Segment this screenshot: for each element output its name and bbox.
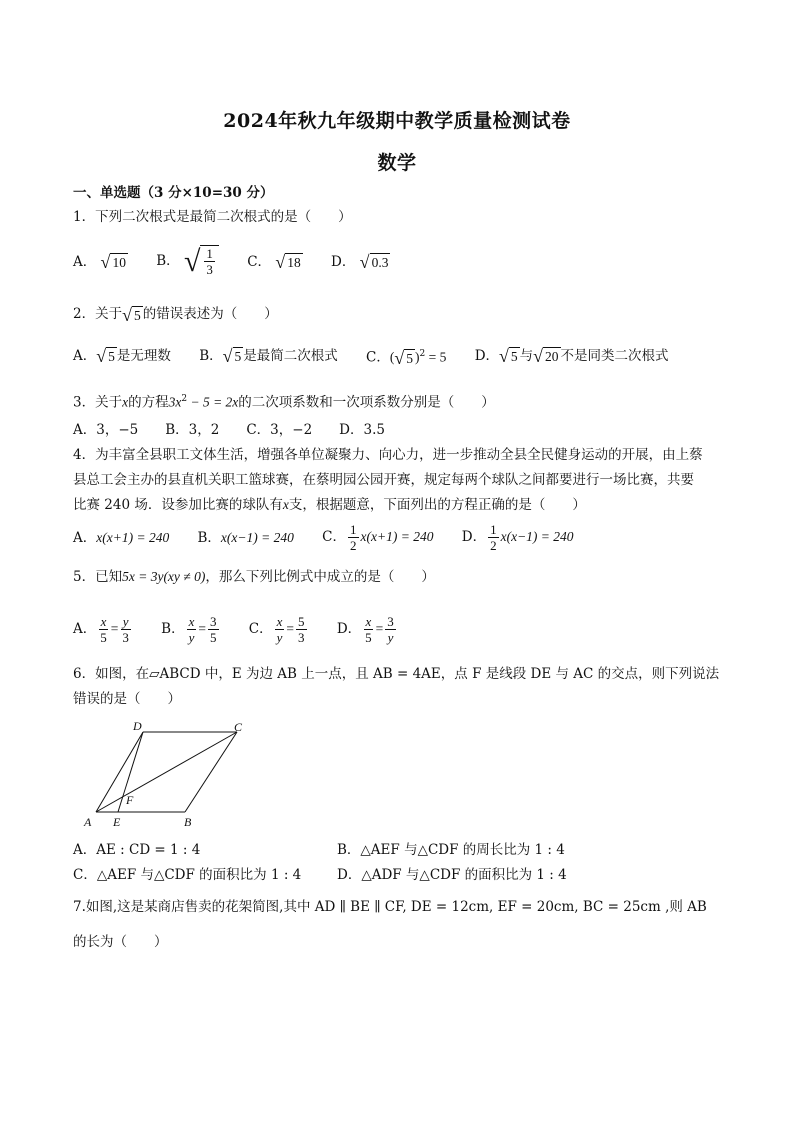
option-text: 不是同类二次根式 (560, 347, 669, 364)
fraction (296, 614, 307, 645)
option-label: D． (336, 620, 362, 637)
equation: 3x (168, 394, 182, 410)
label-f: F (126, 793, 134, 807)
sqrt-expression: √ 5 (96, 346, 115, 367)
q1-option-c (247, 245, 303, 279)
q4-option-d (462, 522, 574, 553)
numerator: 5 (298, 613, 305, 629)
denominator: 5 (100, 629, 107, 645)
fraction (204, 246, 215, 277)
denominator: 3 (122, 629, 129, 645)
option-text: 与 (519, 347, 534, 364)
option-text: 是无理数 (116, 347, 171, 364)
q6-option-b: B．△AEF 与△CDF 的周长比为 1 : 4 (337, 842, 565, 858)
numerator: 1 (206, 245, 213, 261)
option-label: B． (197, 529, 221, 546)
label-e: E (113, 815, 121, 829)
q6-option-c: C．△AEF 与△CDF 的面积比为 1 : 4 (73, 867, 302, 883)
option-label: C． (322, 529, 347, 545)
sqrt-expression: √ 10 (100, 252, 126, 272)
option-label: B． (156, 253, 180, 270)
option-label: D． (331, 253, 356, 270)
denominator: 5 (210, 629, 217, 645)
equals-sign: = (286, 620, 295, 636)
fraction (488, 522, 499, 553)
q2-option-c (366, 344, 446, 368)
equation: 5x = 3y(xy ≠ 0) (122, 569, 206, 584)
numerator: x (188, 613, 195, 629)
option-label: D． (461, 529, 487, 545)
option-label: C． (366, 349, 390, 366)
option-label: C． (247, 253, 272, 270)
q4-line1: 4．为丰富全县职工文体生活，增强各单位凝聚力、向心力，进一步推动全县全民健身运动的开展，由上蔡 (73, 447, 703, 463)
q4-option-c (322, 522, 433, 553)
equation: x(x+1) = 240 (360, 529, 434, 544)
q4-line2: 县总工会主办的县直机关职工篮球赛，在蔡明园公园开赛，规定每两个球队之间都要进行一场比赛，共要 (73, 472, 694, 488)
q7-line2: 的长为（ ） (73, 934, 168, 950)
option-label: A． (73, 620, 97, 637)
option-text: = 5 (425, 349, 447, 365)
radicand: 5 (133, 307, 141, 323)
sqrt-expression: √ 0.3 (359, 252, 389, 272)
equation: x(x−1) = 240 (500, 529, 574, 544)
paren: ( (389, 349, 395, 365)
fraction (275, 614, 285, 645)
paren: ) (415, 349, 420, 365)
denominator: 2 (350, 538, 357, 553)
equals-sign: = (375, 620, 384, 636)
fraction (348, 522, 359, 553)
q4-options (73, 522, 598, 553)
stem-text: 的二次项系数和一次项系数分别是（ ） (238, 394, 495, 411)
fraction (385, 614, 396, 645)
q1-stem: 1．下列二次根式是最简二次根式的是（ ） (73, 209, 352, 225)
option-label: B． (161, 620, 185, 637)
label-c: C (234, 720, 243, 734)
equals-sign: = (110, 620, 119, 636)
parallelogram-diagram (73, 718, 253, 830)
option-label: A． (73, 529, 97, 546)
option-label: D． (474, 347, 500, 364)
radicand: 5 (406, 351, 414, 366)
q2-option-d (475, 346, 669, 366)
q1-option-a (73, 245, 128, 279)
fraction (98, 614, 109, 645)
radicand: 20 (545, 349, 559, 365)
q6-option-a: A．AE : CD = 1 : 4 (73, 842, 201, 858)
stem-text: 2．关于 (73, 306, 123, 322)
equation: − 5 = 2x (187, 394, 239, 410)
parallelogram-figure (73, 718, 253, 834)
numerator: 1 (490, 522, 497, 537)
stem-text: 5．已知 (73, 569, 123, 585)
q4-option-a (73, 523, 169, 553)
option-text: 是最简二次根式 (243, 347, 338, 364)
label-a: A (84, 815, 92, 829)
numerator: 3 (210, 613, 217, 629)
fraction (187, 614, 197, 645)
radicand: 0.3 (371, 255, 389, 270)
sqrt-expression: √ 5 (222, 346, 242, 367)
exponent: 2 (419, 349, 426, 359)
q1-options (73, 244, 414, 279)
q1-option-d (331, 245, 390, 279)
segment-bc (185, 732, 237, 812)
q2-option-b (199, 346, 338, 366)
stem-text: 支，根据题意，下面列出的方程正确的是（ ） (288, 497, 586, 513)
q5-stem (73, 567, 435, 587)
q5-option-a (73, 611, 133, 647)
label-d: D (133, 719, 142, 733)
exponent: 2 (181, 394, 188, 404)
stem-text: 的错误表述为（ ） (142, 306, 278, 322)
math-var: x (122, 394, 129, 410)
q2-option-a (73, 346, 171, 366)
q6-option-d: D．△ADF 与△CDF 的面积比为 1 : 4 (337, 867, 567, 883)
q5-option-d (337, 611, 398, 647)
q6-line1: 6．如图，在▱ABCD 中，E 为边 AB 上一点，且 AB = 4AE，点 F 是线段 DE 与 AC 的交点，则下列说法 (73, 666, 720, 682)
section-heading: 一、单选题（3 分×10=30 分） (73, 185, 274, 201)
equals-sign: = (198, 620, 206, 636)
numerator: 3 (387, 613, 394, 629)
q7-line1: 7.如图,这是某商店售卖的花架简图,其中 AD ∥ BE ∥ CF, DE = 12cm, EF = 20cm, BC = 25cm ,则 AB (73, 899, 707, 915)
q3-options: A．3，−5 B．3，2 C．3，−2 D．3.5 (73, 422, 385, 438)
denominator: y (188, 629, 195, 645)
fraction (120, 614, 131, 645)
q1-option-b (156, 244, 219, 279)
exam-title: 2024年秋九年级期中教学质量检测试卷 (223, 110, 571, 132)
q2-stem (73, 304, 278, 324)
numerator: 1 (350, 522, 357, 537)
denominator: 2 (490, 538, 497, 553)
radicand: 10 (112, 255, 126, 270)
denominator: y (276, 629, 283, 645)
q5-option-b (161, 611, 220, 647)
radicand: 18 (287, 255, 301, 270)
option-label: C． (248, 620, 273, 637)
diagonal-ac (96, 732, 237, 812)
stem-text: ，那么下列比例式中成立的是（ ） (205, 569, 435, 585)
q4-line3 (73, 495, 586, 515)
q4-option-b (198, 523, 294, 553)
sqrt-fraction: √ $\frac{1}{3}$ (184, 245, 219, 279)
fraction (208, 614, 219, 645)
radicand: 5 (234, 349, 242, 365)
sqrt-expression: √ 5 (122, 304, 141, 325)
numerator: x (276, 613, 283, 629)
denominator: 3 (298, 629, 305, 645)
denominator: 5 (365, 629, 372, 645)
equation: x(x+1) = 240 (96, 529, 170, 545)
radicand: 5 (108, 349, 115, 365)
option-label: A． (73, 347, 97, 364)
denominator: 3 (206, 261, 213, 277)
option-label: B． (199, 347, 223, 364)
q5-options (73, 610, 422, 647)
stem-text: 3．关于 (73, 394, 123, 411)
q3-stem (73, 389, 495, 413)
exam-subject: 数学 (377, 152, 417, 174)
equation: x(x−1) = 240 (220, 529, 294, 545)
q6-line2: 错误的是（ ） (73, 691, 181, 707)
denominator: y (387, 629, 394, 645)
q5-option-c (249, 611, 309, 647)
sqrt-expression: √ 20 (533, 346, 559, 367)
label-b: B (184, 815, 192, 829)
sqrt-expression: √ 18 (275, 252, 301, 272)
sqrt-expression: √ 5 (394, 348, 414, 368)
sqrt-expression: √ 5 (499, 346, 518, 367)
numerator: x (100, 613, 107, 629)
segment-da (96, 732, 143, 812)
option-label: A． (73, 253, 97, 270)
radicand: 5 (510, 349, 518, 365)
q2-options (73, 344, 693, 368)
stem-text: 的方程 (128, 394, 169, 411)
math-var: x (282, 497, 289, 512)
fraction (363, 614, 374, 645)
numerator: y (122, 613, 129, 629)
stem-text: 比赛 240 场．设参加比赛的球队有 (73, 497, 283, 513)
numerator: x (365, 613, 372, 629)
